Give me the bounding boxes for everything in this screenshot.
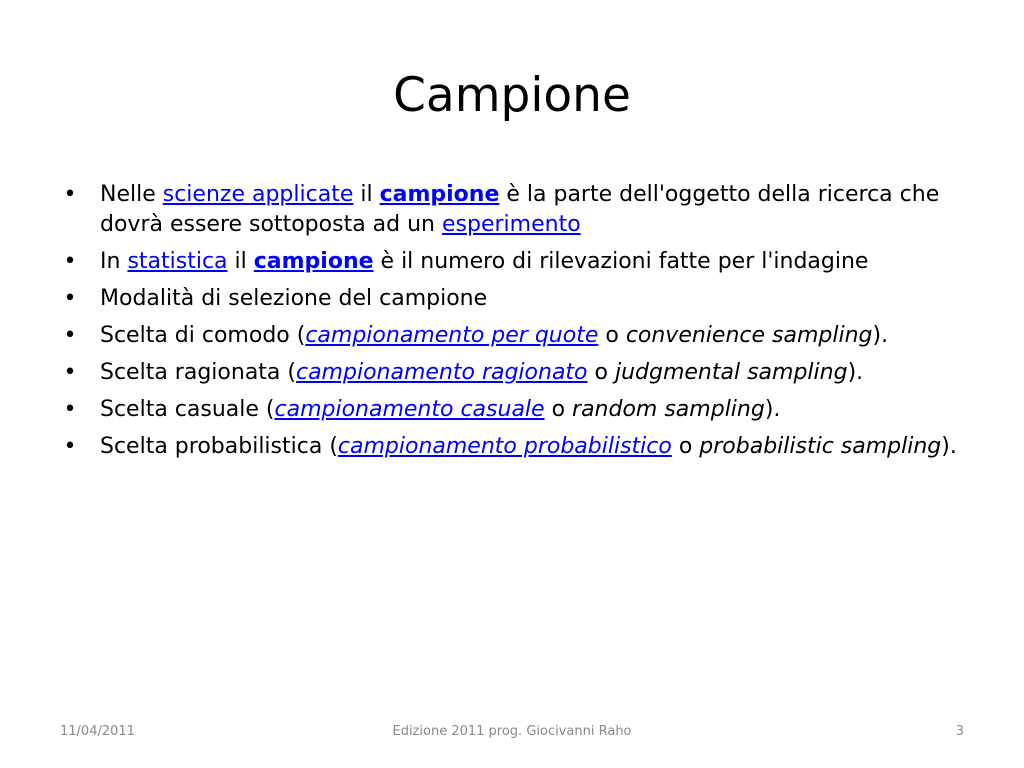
bullet-text: è la parte dell'oggetto della ricerca che dovrà essere sottoposta ad un [100, 182, 940, 237]
bullet-text: è il numero di rilevazioni fatte per l'indagine [373, 249, 869, 274]
bullet-text: Nelle [100, 182, 163, 207]
link-esperimento[interactable]: esperimento [442, 212, 581, 237]
link-campione[interactable]: campione [253, 249, 374, 274]
bullet-text: o [598, 323, 626, 348]
link-campionamento-probabilistico[interactable]: campionamento probabilistico [337, 434, 672, 459]
link-campionamento-ragionato[interactable]: campionamento ragionato [295, 360, 588, 385]
bullet-english-term: random sampling [572, 397, 765, 422]
bullet-text: ). [872, 323, 889, 348]
slide-title: Campione [393, 68, 631, 123]
bullet-item [60, 284, 960, 314]
link-scienze-applicate[interactable]: scienze applicate [162, 182, 354, 207]
bullet-dot-icon: • [63, 286, 77, 311]
bullet-dot-icon: • [63, 360, 77, 385]
bullet-text: ). [847, 360, 864, 385]
bullet-text: Scelta probabilistica ( [100, 434, 338, 459]
bullet-list [60, 180, 960, 469]
bullet-item [60, 432, 960, 462]
bullet-text: Modalità di selezione del campione [100, 286, 488, 311]
bullet-dot-icon: • [63, 323, 77, 348]
bullet-dot-icon: • [63, 249, 77, 274]
bullet-text: ). [941, 434, 957, 459]
bullet-dot-icon: • [63, 397, 77, 422]
footer-center-text: Edizione 2011 prog. Giocivanni Raho [392, 724, 632, 739]
bullet-dot-icon: • [63, 182, 77, 207]
link-statistica[interactable]: statistica [127, 249, 228, 274]
bullet-item [60, 395, 960, 425]
bullet-english-term: judgmental sampling [614, 360, 848, 385]
bullet-text: Scelta casuale ( [100, 397, 275, 422]
bullet-text: o [587, 360, 615, 385]
link-campione[interactable]: campione [379, 182, 500, 207]
bullet-text: il [353, 182, 380, 207]
page-number: 3 [955, 724, 964, 739]
bullet-text: Scelta di comodo ( [100, 323, 306, 348]
link-campionamento-casuale[interactable]: campionamento casuale [274, 397, 545, 422]
bullet-text: In [100, 249, 128, 274]
bullet-text: o [544, 397, 573, 422]
link-campionamento-per-quote[interactable]: campionamento per quote [305, 323, 599, 348]
bullet-text: il [227, 249, 254, 274]
bullet-english-term: probabilistic sampling [699, 434, 942, 459]
footer-date: 11/04/2011 [60, 724, 135, 739]
bullet-item [60, 247, 960, 277]
bullet-item [60, 180, 960, 240]
bullet-text: Scelta ragionata ( [100, 360, 296, 385]
bullet-item [60, 321, 960, 351]
bullet-text: o [671, 434, 700, 459]
bullet-text: ). [764, 397, 781, 422]
bullet-dot-icon: • [63, 434, 77, 459]
bullet-english-term: convenience sampling [625, 323, 873, 348]
bullet-item [60, 358, 960, 388]
